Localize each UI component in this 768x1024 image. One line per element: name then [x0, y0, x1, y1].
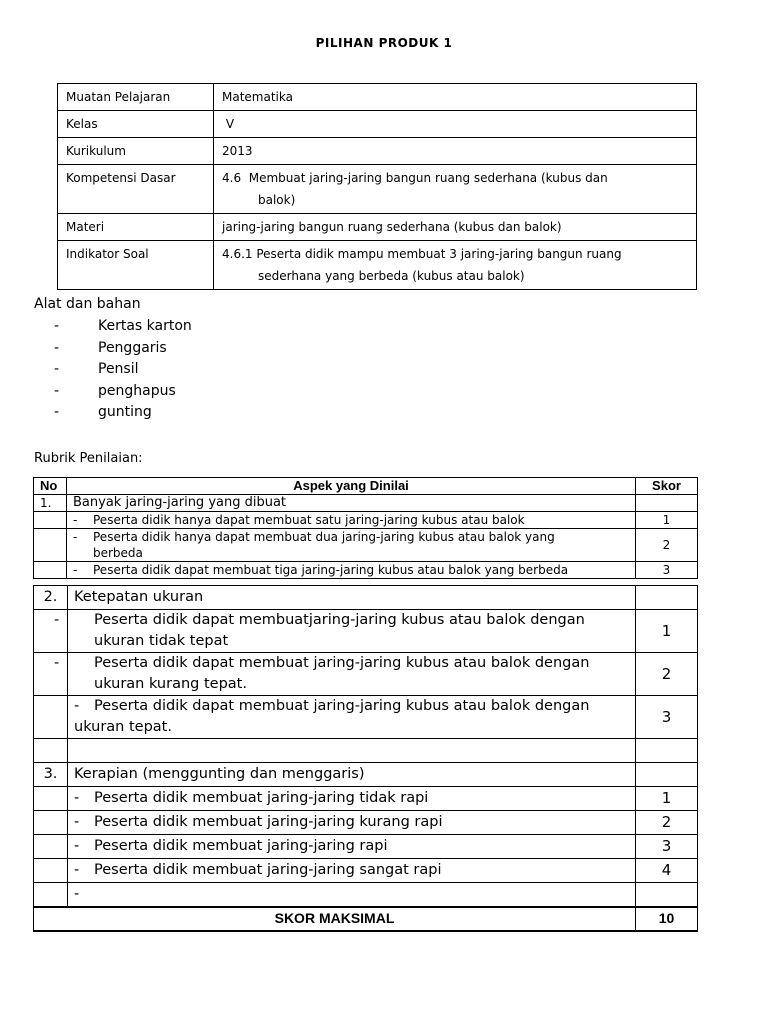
info-label: Indikator Soal	[58, 241, 214, 290]
criteria-score: 4	[636, 859, 698, 883]
list-item: - gunting	[54, 404, 152, 420]
table-row	[34, 787, 698, 811]
empty-row	[34, 739, 698, 763]
table-row	[34, 883, 698, 907]
page-title: PILIHAN PRODUK 1	[315, 36, 453, 50]
alat-bahan-list	[34, 316, 192, 424]
section-number: 1.	[34, 495, 67, 512]
list-item: - Penggaris	[54, 339, 167, 356]
criteria-text: - Peserta didik dapat membuat tiga jaring-jaring kubus atau balok yang berbeda	[67, 562, 636, 579]
section-row	[34, 495, 698, 512]
info-label: Kelas	[58, 111, 214, 138]
rubric-table-part2	[33, 585, 698, 932]
info-row	[58, 138, 697, 165]
table-row	[34, 562, 698, 579]
info-value: Matematika	[214, 84, 697, 111]
table-row	[34, 835, 698, 859]
criteria-score: 2	[636, 811, 698, 835]
criteria-text: - Peserta didik membuat jaring-jaring sangat rapi	[68, 859, 636, 883]
criteria-text: -	[68, 883, 636, 907]
list-item: - Kertas karton	[54, 318, 192, 334]
table-row	[34, 859, 698, 883]
info-label: Materi	[58, 214, 214, 241]
criteria-text: - Peserta didik membuat jaring-jaring kurang rapi	[68, 811, 636, 835]
criteria-text: - Peserta didik dapat membuatjaring-jaring kubus atau balok dengan ukuran tidak tepat	[68, 610, 636, 653]
section-row	[34, 763, 698, 787]
criteria-text: - Peserta didik dapat membuat jaring-jaring kubus atau balok dengan ukuran kurang tepat.	[68, 653, 636, 696]
info-value: jaring-jaring bangun ruang sederhana (kubus dan balok)	[214, 214, 697, 241]
skor-maksimal-label: SKOR MAKSIMAL	[34, 907, 636, 931]
criteria-text: - Peserta didik hanya dapat membuat satu jaring-jaring kubus atau balok	[67, 512, 636, 529]
section-title: Kerapian (menggunting dan menggaris)	[68, 763, 636, 787]
info-row	[58, 165, 697, 214]
criteria-score: 1	[636, 610, 698, 653]
criteria-text: - Peserta didik membuat jaring-jaring tidak rapi	[68, 787, 636, 811]
alat-bahan-section	[34, 296, 192, 424]
criteria-score: 3	[636, 696, 698, 739]
info-row	[58, 84, 697, 111]
rubric-table-part1	[33, 477, 698, 579]
list-item: - Pensil	[54, 361, 139, 377]
table-row	[34, 529, 698, 562]
section-number: 2.	[34, 586, 68, 610]
info-value	[214, 165, 697, 214]
criteria-score: 1	[636, 512, 698, 529]
criteria-score: 2	[636, 653, 698, 696]
list-item: - penghapus	[54, 382, 176, 399]
criteria-score: 3	[636, 562, 698, 579]
header-skor: Skor	[636, 478, 698, 495]
info-label: Muatan Pelajaran	[58, 84, 214, 111]
info-value-line1: 4.6.1 Peserta didik mampu membuat 3 jaring-jaring bangun ruang	[222, 247, 622, 261]
section-title: Banyak jaring-jaring yang dibuat	[67, 495, 636, 512]
info-label: Kompetensi Dasar	[58, 165, 214, 214]
table-header-row	[34, 478, 698, 495]
table-row	[34, 653, 698, 696]
header-no: No	[34, 478, 67, 495]
section-title: Ketepatan ukuran	[68, 586, 636, 610]
info-value	[214, 241, 697, 290]
criteria-text: - Peserta didik dapat membuat jaring-jaring kubus atau balok dengan ukuran tepat.	[68, 696, 636, 739]
criteria-text: - Peserta didik membuat jaring-jaring rapi	[68, 835, 636, 859]
criteria-score: 3	[636, 835, 698, 859]
criteria-score: 2	[636, 529, 698, 562]
rubrik-label: Rubrik Penilaian:	[34, 451, 143, 466]
info-value-line1: 4.6 Membuat jaring-jaring bangun ruang sederhana (kubus dan	[222, 171, 608, 185]
section-row	[34, 586, 698, 610]
info-value: V	[214, 111, 697, 138]
table-row	[34, 512, 698, 529]
info-label: Kurikulum	[58, 138, 214, 165]
info-table	[57, 83, 697, 290]
alat-bahan-title: Alat dan bahan	[34, 296, 141, 312]
footer-row	[34, 907, 698, 931]
info-value-line2: balok)	[258, 193, 296, 207]
info-value-line2: sederhana yang berbeda (kubus atau balok)	[258, 269, 525, 283]
section-score	[636, 495, 698, 512]
table-row	[34, 696, 698, 739]
section-number: 3.	[34, 763, 68, 787]
table-row	[34, 610, 698, 653]
header-aspek: Aspek yang Dinilai	[67, 478, 636, 495]
table-row	[34, 811, 698, 835]
info-row	[58, 214, 697, 241]
skor-maksimal-value: 10	[636, 907, 698, 931]
info-value: 2013	[214, 138, 697, 165]
criteria-score: 1	[636, 787, 698, 811]
info-row	[58, 111, 697, 138]
criteria-text: - Peserta didik hanya dapat membuat dua jaring-jaring kubus atau balok yang berbeda	[67, 529, 636, 562]
info-row	[58, 241, 697, 290]
